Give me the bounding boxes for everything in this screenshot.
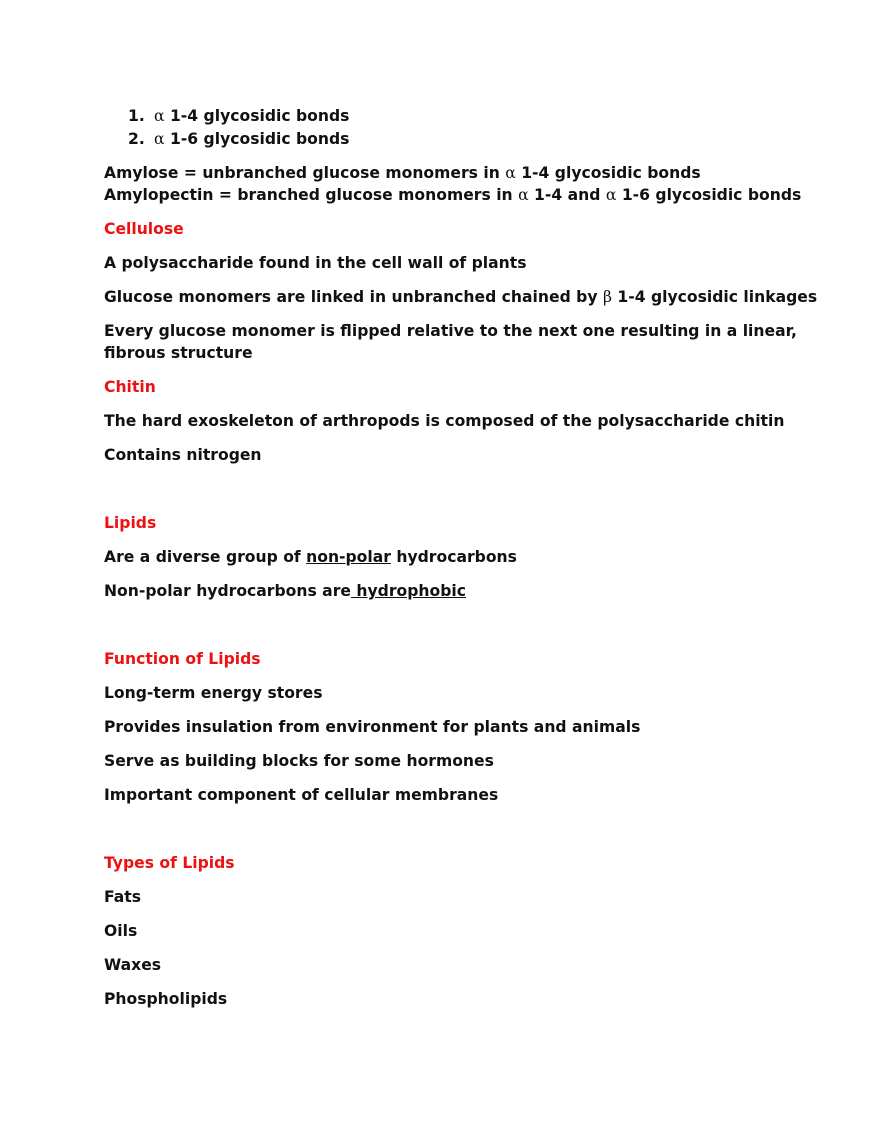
lipids-text: Are a diverse group of	[104, 548, 307, 566]
underlined-term: non-polar	[306, 548, 391, 566]
cellulose-text: 1-4 glycosidic linkages	[611, 288, 818, 306]
list-number: 2.	[128, 130, 145, 148]
type-item: Fats	[104, 888, 141, 906]
cellulose-paragraph: fibrous structure	[104, 344, 253, 362]
list-item	[128, 106, 349, 126]
lipids-text: Non-polar hydrocarbons are	[104, 582, 351, 600]
list-text: 1-6 glycosidic bonds	[164, 130, 350, 148]
chitin-paragraph: The hard exoskeleton of arthropods is composed of the polysaccharide chitin	[104, 412, 785, 430]
amylopectin-definition	[104, 185, 801, 205]
lipids-heading: Lipids	[104, 514, 157, 532]
lipids-paragraph	[104, 581, 466, 601]
function-item: Long-term energy stores	[104, 684, 323, 702]
greek-alpha: α	[518, 186, 529, 204]
chitin-heading: Chitin	[104, 378, 156, 396]
cellulose-paragraph	[104, 287, 817, 307]
chitin-paragraph: Contains nitrogen	[104, 446, 262, 464]
underlined-term: hydrophobic	[350, 582, 466, 600]
amylose-text: Amylose = unbranched glucose monomers in	[104, 164, 506, 182]
type-item: Phospholipids	[104, 990, 228, 1008]
greek-alpha: α	[154, 130, 165, 148]
function-item: Provides insulation from environment for plants and animals	[104, 718, 641, 736]
cellulose-text: Glucose monomers are linked in unbranched chained by	[104, 288, 603, 306]
function-item: Serve as building blocks for some hormones	[104, 752, 494, 770]
list-text: 1-4 glycosidic bonds	[164, 107, 350, 125]
amylopectin-text: 1-4 and	[528, 186, 606, 204]
type-item: Oils	[104, 922, 138, 940]
amylose-definition	[104, 163, 701, 183]
cellulose-heading: Cellulose	[104, 220, 184, 238]
list-number: 1.	[128, 107, 145, 125]
amylose-text: 1-4 glycosidic bonds	[515, 164, 701, 182]
function-heading: Function of Lipids	[104, 650, 261, 668]
type-item: Waxes	[104, 956, 162, 974]
cellulose-paragraph: Every glucose monomer is flipped relative to the next one resulting in a linear,	[104, 322, 797, 340]
amylopectin-text: 1-6 glycosidic bonds	[616, 186, 802, 204]
lipids-text: hydrocarbons	[390, 548, 517, 566]
greek-alpha: α	[154, 107, 165, 125]
types-heading: Types of Lipids	[104, 854, 235, 872]
function-item: Important component of cellular membranes	[104, 786, 499, 804]
greek-alpha: α	[605, 186, 617, 204]
greek-alpha: α	[505, 164, 516, 182]
cellulose-paragraph: A polysaccharide found in the cell wall of plants	[104, 254, 527, 272]
greek-beta: β	[602, 288, 612, 306]
amylopectin-text: Amylopectin = branched glucose monomers in	[104, 186, 519, 204]
lipids-paragraph	[104, 547, 517, 567]
list-item	[128, 129, 349, 149]
